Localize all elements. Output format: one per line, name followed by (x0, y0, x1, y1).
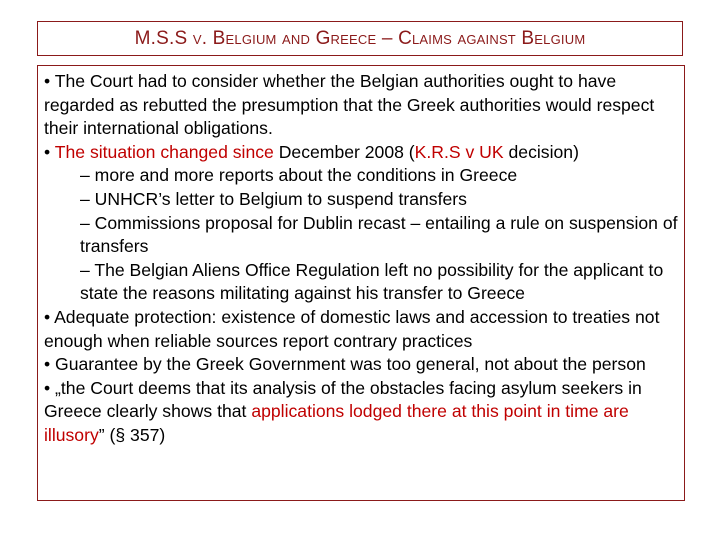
highlight-illusory: applications lodged there at this point in time are illusory (44, 401, 629, 445)
sub-item-reports: – more and more reports about the conditions in Greece (80, 165, 518, 186)
content-box (37, 65, 685, 501)
bullet-situation-changed (44, 141, 678, 165)
bullet-court-consideration: • The Court had to consider whether the Belgian authorities ought to have regarded as rebutted the presumption that the Greek authorities would respect their international obligations. (44, 71, 655, 139)
bullet-court-quote (44, 377, 678, 448)
sub-item-unhcr-letter: – UNHCR’s letter to Belgium to suspend transfers (80, 188, 467, 209)
slide-title: M.S.S v. Belgium and Greece – Claims against Belgium (134, 27, 586, 49)
bullet-text: decision) (503, 141, 579, 162)
quote-citation: ” (§ 357) (98, 424, 166, 445)
bullet-text: December 2008 ( (273, 141, 415, 162)
bullet-prefix: • (44, 141, 55, 162)
bullet-adequate-protection: • Adequate protection: existence of domestic laws and accession to treaties not enough when reliable sources report contrary practices (44, 306, 660, 351)
sub-item-dublin-recast: – Commissions proposal for Dublin recast – entailing a rule on suspension of transfers (80, 212, 678, 257)
highlight-krs-case: K.R.S v UK (414, 141, 504, 162)
sub-item-aliens-office: – The Belgian Aliens Office Regulation left no possibility for the applicant to state the reasons militating against his transfer to Greece (80, 259, 664, 304)
bullet-guarantee: • Guarantee by the Greek Government was too general, not about the person (44, 354, 646, 375)
highlight-situation-changed: The situation changed since (54, 141, 274, 162)
quote-text: • „the Court deems that its analysis of the obstacles facing asylum seekers in Greece clearly shows that (44, 377, 642, 422)
title-box (37, 21, 683, 56)
